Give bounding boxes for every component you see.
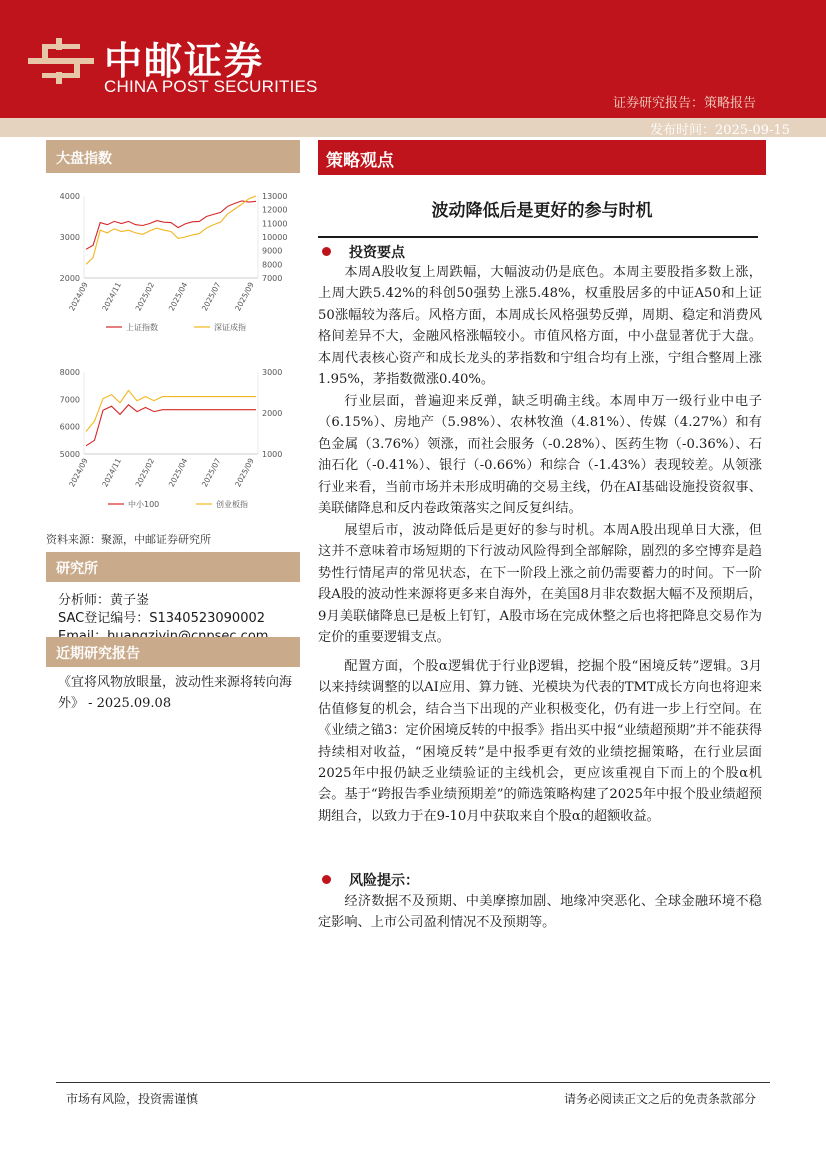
research-institute-header: 研究所 (46, 552, 300, 582)
recent-report-link[interactable]: 《宜将风物放眼量，波动性来源将转向海外》 - 2025.09.08 (58, 675, 293, 711)
x-tick-label: 2025/09 (233, 280, 256, 313)
data-source-note: 资料来源：聚源，中邮证券研究所 (46, 533, 211, 546)
paragraph-outlook: 展望后市，波动降低后是更好的参与时机。本周A股出现单日大涨，但这并不意味着市场短期的下行波动风险得到全部解除，剧烈的多空博弈是趋势性行情尾声的常见状态，在下一阶段上涨之前仍需要蓄力的时间。下一阶段A股的波动性来源将更多来自海外，在美国8月非农数据大幅不及预期后，9月美联储降息已是板上钉钉，A股市场在完成休整之后也将把降息交易作为定价的重要逻辑支点。 (318, 523, 762, 646)
x-tick-label: 2025/02 (133, 280, 157, 313)
brand-name-chinese: 中邮证券 (104, 39, 265, 83)
y-right-tick-label: 7000 (262, 274, 283, 283)
x-tick-label: 2025/07 (199, 280, 223, 313)
title-divider (318, 236, 758, 238)
paragraph-risk: 经济数据不及预期、中美摩擦加剧、地缘冲突恶化、全球金融环境不稳定影响、上市公司盈利情况不及预期等。 (318, 894, 762, 931)
brand-name-english: CHINA POST SECURITIES (104, 77, 318, 96)
paragraph-market-overview: 本周A股收复上周跌幅，大幅波动仍是底色。本周主要股指多数上涨，上周大跌5.42%的科创50强势上涨5.48%，权重股居多的中证A50和上证50涨幅较为落后。风格方面，本周成长风格强势反弹，周期、稳定和消费风格间差异不大，金融风格涨幅较小。市值风格方面，中小盘显著优于大盘。本周代表核心资产和成长龙头的茅指数和宁组合均有上涨，宁组合整周上涨1.95%，茅指数微涨0.40%。 (318, 265, 762, 388)
y-right-tick-label: 2000 (262, 409, 283, 418)
y-right-tick-label: 13000 (262, 192, 288, 201)
report-title: 波动降低后是更好的参与时机 (431, 201, 653, 221)
y-right-tick-label: 10000 (262, 233, 288, 242)
analyst-sac-number: SAC登记编号：S1340523090002 (58, 611, 266, 626)
bullet-dot-icon (322, 247, 331, 256)
y-left-tick-label: 4000 (59, 192, 80, 201)
y-right-tick-label: 8000 (262, 260, 283, 270)
y-left-tick-label: 3000 (59, 233, 80, 242)
y-right-tick-label: 3000 (262, 368, 283, 377)
bullet-dot-icon (322, 875, 331, 884)
y-right-tick-label: 1000 (262, 450, 283, 459)
x-tick-label: 2025/09 (233, 456, 256, 489)
series-line-1 (86, 201, 256, 249)
footer-divider (56, 1082, 770, 1083)
analyst-name: 分析师：黄子崟 (58, 593, 150, 608)
paragraph-industry: 行业层面，普遍迎来反弹，缺乏明确主线。本周申万一级行业中电子（6.15%）、房地产（5.98%）、农林牧渔（4.81%）、传媒（4.27%）和有色金属（3.76%）领涨，而社会服务（-0.28%）、医药生物（-0.36%）、石油石化（-0.41%）、银行（-0.66%）和综合（-1.43%）表现较差。从领涨行业来看，当前市场并未形成明确的交易主线，仍在AI基础设施投资叙事、美联储降息和反内卷政策落实之间反复纠结。 (318, 394, 762, 517)
sse-szse-index-chart (46, 180, 300, 345)
date-bar (0, 118, 826, 137)
y-left-tick-label: 8000 (59, 368, 80, 377)
strategy-view-banner: 策略观点 (318, 140, 766, 175)
investment-points-heading (322, 242, 405, 262)
y-left-tick-label: 6000 (59, 422, 80, 432)
x-tick-label: 2024/09 (67, 456, 90, 489)
legend-label-2: 深证成指 (214, 323, 246, 332)
risk-warning-heading (322, 870, 419, 890)
y-right-tick-label: 11000 (262, 219, 288, 229)
y-left-tick-label: 2000 (59, 274, 80, 283)
x-tick-label: 2024/09 (67, 280, 90, 313)
x-tick-label: 2025/07 (199, 456, 223, 489)
legend-label-1: 上证指数 (126, 323, 158, 332)
x-tick-label: 2025/04 (166, 280, 190, 313)
publish-date: 发布时间：2025-09-15 (650, 123, 790, 138)
x-tick-label: 2025/04 (166, 456, 190, 489)
y-left-tick-label: 7000 (59, 395, 80, 405)
x-tick-label: 2024/11 (100, 456, 123, 489)
recent-reports-header: 近期研究报告 (46, 637, 300, 667)
report-type-label: 证券研究报告：策略报告 (612, 96, 756, 111)
risk-warning-label: 风险提示： (349, 873, 419, 889)
y-right-tick-label: 9000 (262, 246, 283, 256)
footer-risk-note: 市场有风险，投资需谨慎 (66, 1092, 199, 1106)
legend-label-1: 中小100 (128, 500, 160, 509)
investment-points-label: 投资要点 (349, 245, 405, 261)
footer-disclaimer-note: 请务必阅读正文之后的免责条款部分 (563, 1092, 756, 1106)
y-left-tick-label: 5000 (59, 450, 80, 459)
series-line-2 (86, 196, 256, 264)
market-index-header: 大盘指数 (46, 140, 300, 173)
report-header (0, 0, 826, 118)
x-tick-label: 2024/11 (100, 280, 123, 313)
legend-label-2: 创业板指 (216, 500, 248, 509)
x-tick-label: 2025/02 (133, 456, 157, 489)
y-right-tick-label: 12000 (262, 205, 288, 215)
sme100-chinext-index-chart (46, 360, 300, 518)
series-line-1 (86, 405, 256, 446)
china-post-logo-icon (28, 38, 94, 84)
paragraph-allocation: 配置方面，个股α逻辑优于行业β逻辑，挖掘个股“困境反转”逻辑。3月以来持续调整的以AI应用、算力链、光模块为代表的TMT成长方向也将迎来估值修复的机会，结合当下出现的产业积极变化，仍有进一步上行空间。在《业绩之锚3：定价困境反转的中报季》指出买中报“业绩超预期”并不能获得持续相对收益，“困境反转”是中报季更有效的业绩挖掘策略，在行业层面2025年中报仍缺乏业绩验证的主线机会，更应该重视自下而上的个股α机会。基于“跨报告季业绩预期差”的筛选策略构建了2025年中报个股业绩超预期组合，以致力于在9-10月中获取来自个股α的超额收益。 (318, 659, 762, 824)
series-line-2 (86, 390, 256, 431)
